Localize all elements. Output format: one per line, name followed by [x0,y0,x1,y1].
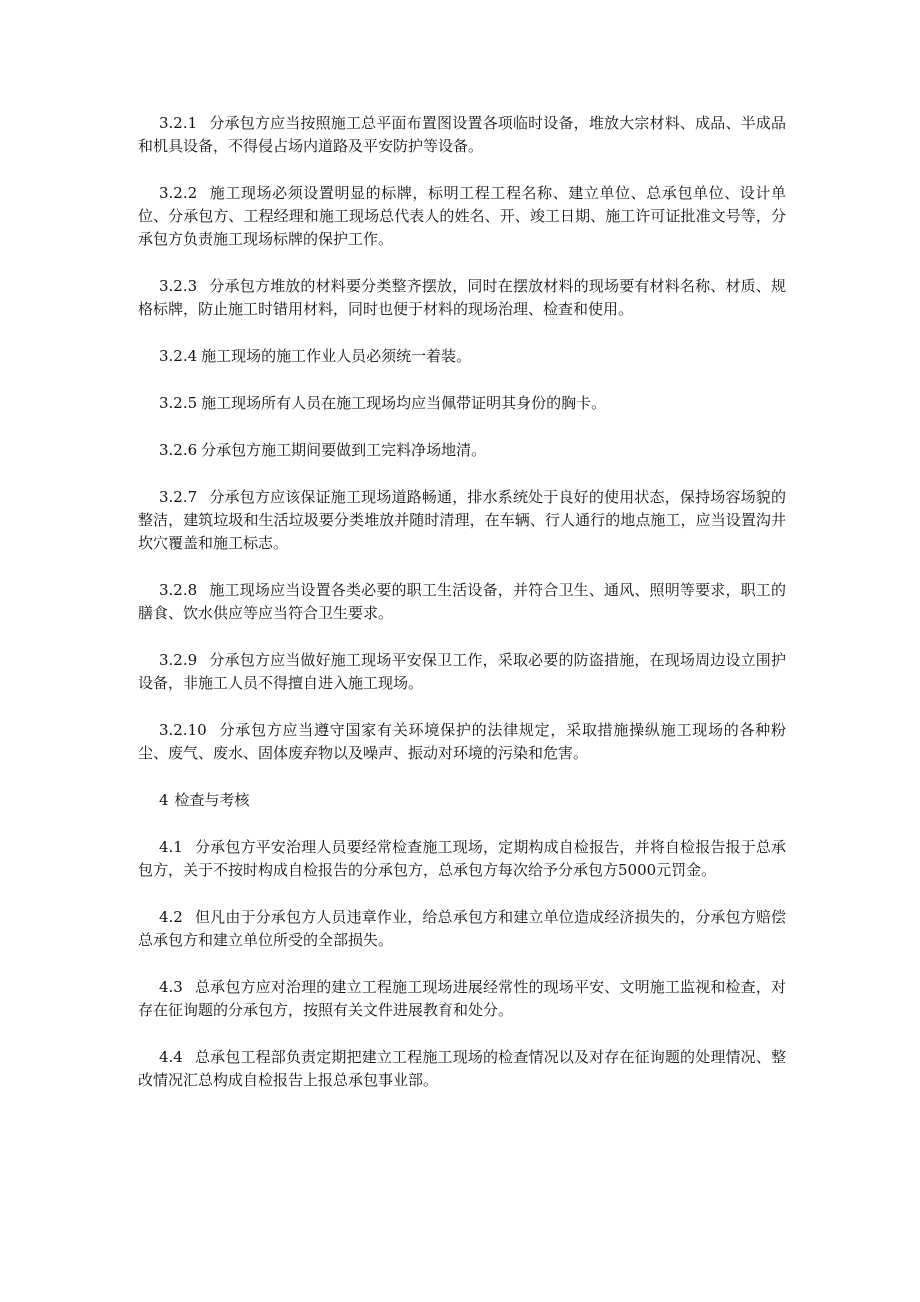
clause-3-2-7 [138,486,786,555]
clause-number: 3.2.10 [159,721,207,739]
heading-text: 检查与考核 [174,791,250,809]
clause-number: 3.2.5 [159,394,198,412]
clause-text: 总承包工程部负责定期把建立工程施工现场的检查情况以及对存在征询题的处理情况、整改情况汇总构成自检报告上报总承包事业部。 [138,1048,786,1089]
clause-number: 3.2.2 [159,184,198,202]
section-heading-4 [138,789,786,812]
clause-text: 分承包方应当做好施工现场平安保卫工作，采取必要的防盗措施，在现场周边设立围护设备，非施工人员不得擅自进入施工现场。 [138,651,786,692]
clause-3-2-1 [138,112,786,158]
clause-text: 分承包方应当按照施工总平面布置图设置各项临时设备，堆放大宗材料、成品、半成品和机具设备，不得侵占场内道路及平安防护等设备。 [138,114,786,155]
clause-text: 但凡由于分承包方人员违章作业，给总承包方和建立单位造成经济损失的，分承包方赔偿总承包方和建立单位所受的全部损失。 [138,908,786,949]
clause-number: 3.2.1 [159,114,198,132]
clause-text: 总承包方应对治理的建立工程施工现场进展经常性的现场平安、文明施工监视和检查，对存在征询题的分承包方，按照有关文件进展教育和处分。 [138,978,786,1019]
clause-4-2 [138,906,786,952]
clause-number: 3.2.8 [159,581,198,599]
clause-3-2-6 [138,439,786,462]
clause-number: 4.2 [159,908,183,926]
clause-4-3 [138,976,786,1022]
clause-text: 分承包方平安治理人员要经常检查施工现场，定期构成自检报告，并将自检报告报于总承包方，关于不按时构成自检报告的分承包方，总承包方每次给予分承包方5000元罚金。 [138,838,786,879]
clause-text: 分承包方堆放的材料要分类整齐摆放，同时在摆放材料的现场要有材料名称、材质、规格标牌，防止施工时错用材料，同时也便于材料的现场治理、检查和使用。 [138,277,786,318]
clause-3-2-4 [138,345,786,368]
clause-number: 3.2.4 [159,347,198,365]
clause-text: 施工现场必须设置明显的标牌，标明工程工程名称、建立单位、总承包单位、设计单位、分承包方、工程经理和施工现场总代表人的姓名、开、竣工日期、施工许可证批准文号等，分承包方负责施工现场标牌的保护工作。 [138,184,786,248]
clause-3-2-9 [138,649,786,695]
clause-3-2-8 [138,579,786,625]
clause-number: 4.1 [159,838,183,856]
clause-number: 3.2.7 [159,488,198,506]
clause-text: 施工现场所有人员在施工现场均应当佩带证明其身份的胸卡。 [201,394,607,412]
clause-text: 施工现场应当设置各类必要的职工生活设备，并符合卫生、通风、照明等要求，职工的膳食、饮水供应等应当符合卫生要求。 [138,581,786,622]
clause-text: 分承包方施工期间要做到工完料净场地清。 [201,441,487,459]
heading-number: 4 [159,791,169,809]
clause-number: 4.4 [159,1048,183,1066]
document-body [138,112,786,1116]
clause-4-1 [138,836,786,882]
clause-3-2-5 [138,392,786,415]
clause-text: 分承包方应该保证施工现场道路畅通，排水系统处于良好的使用状态，保持场容场貌的整洁，建筑垃圾和生活垃圾要分类堆放并随时清理，在车辆、行人通行的地点施工，应当设置沟井坎穴覆盖和施工标志。 [138,488,786,552]
clause-text: 施工现场的施工作业人员必须统一着装。 [201,347,472,365]
clause-3-2-3 [138,275,786,321]
clause-3-2-2 [138,182,786,251]
clause-number: 4.3 [159,978,183,996]
clause-number: 3.2.3 [159,277,198,295]
clause-text: 分承包方应当遵守国家有关环境保护的法律规定，采取措施操纵施工现场的各种粉尘、废气、废水、固体废弃物以及噪声、振动对环境的污染和危害。 [138,721,786,762]
clause-4-4 [138,1046,786,1092]
clause-3-2-10 [138,719,786,765]
clause-number: 3.2.9 [159,651,198,669]
clause-number: 3.2.6 [159,441,198,459]
